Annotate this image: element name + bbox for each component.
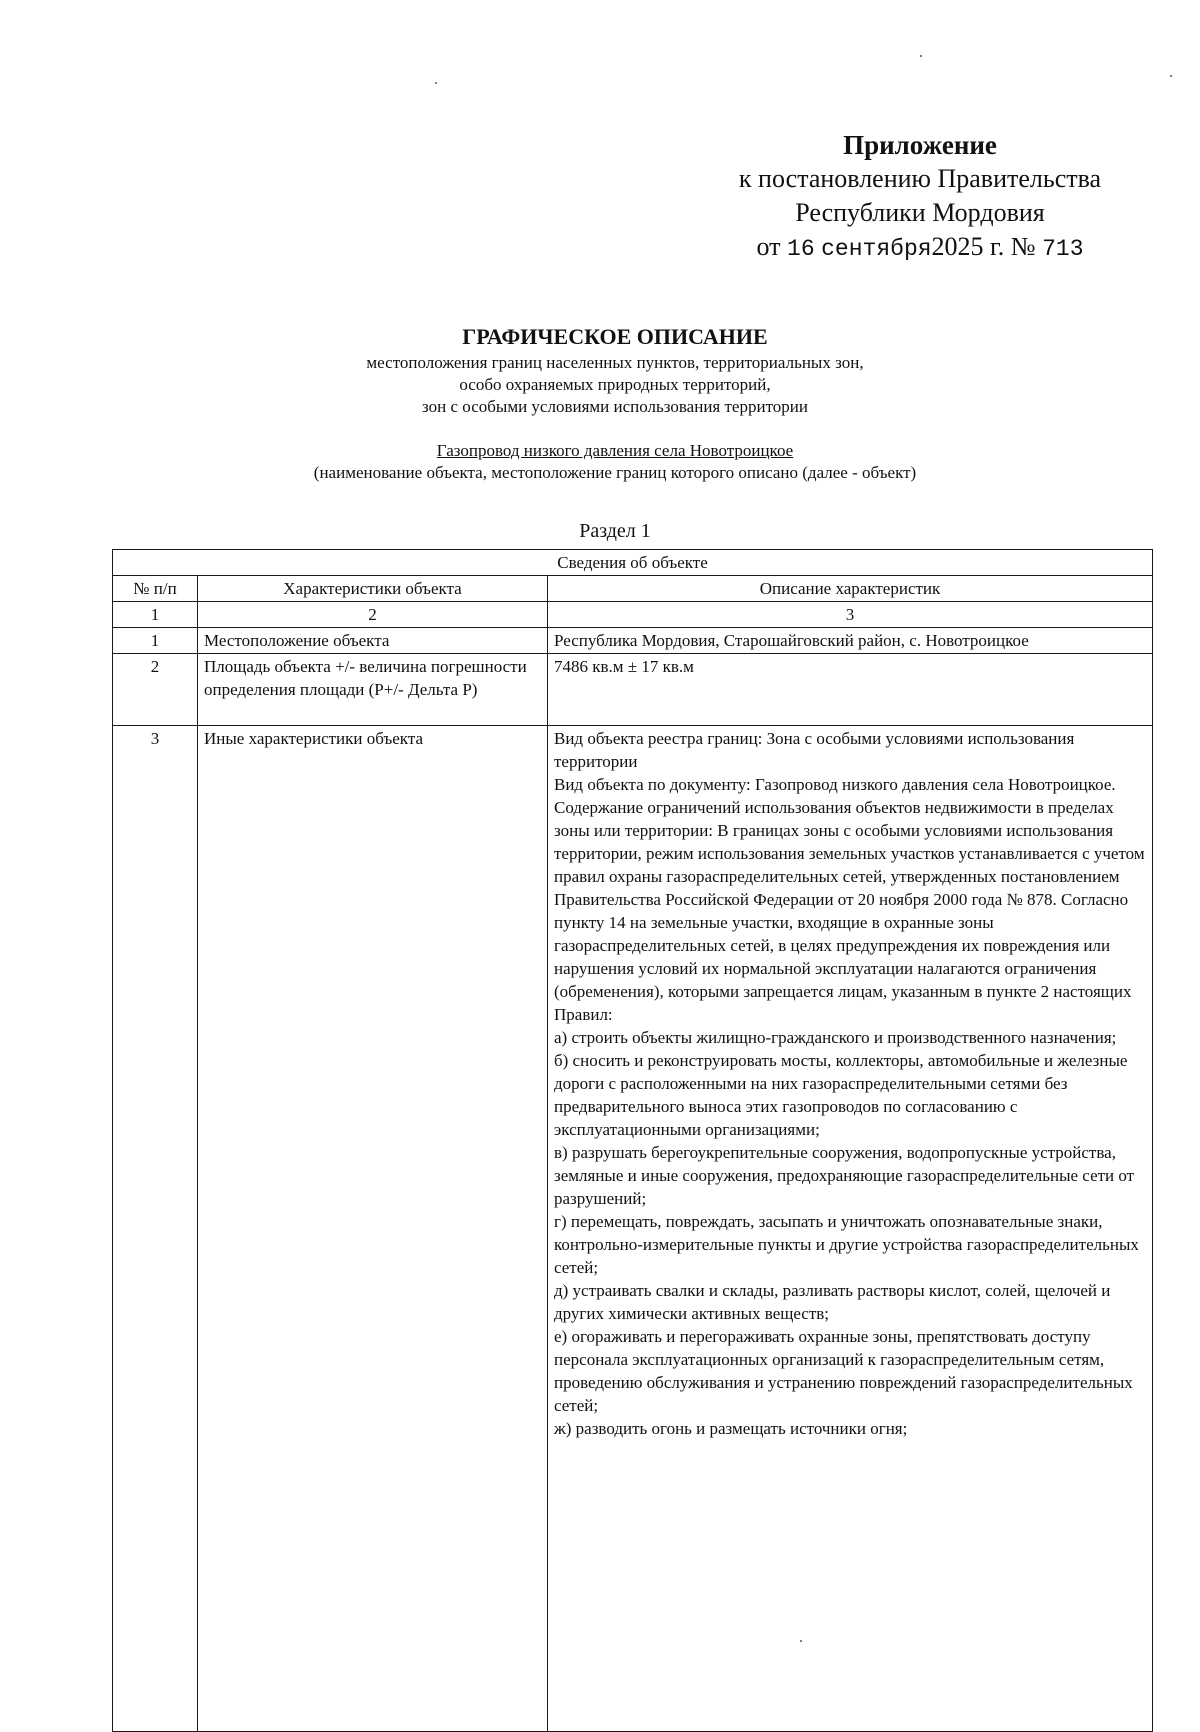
description-paragraph: б) сносить и реконструировать мосты, коллекторы, автомобильные и железные дороги с расположенными на них газораспределительными сетями без предварительного выноса этих газопроводов по согласованию с эксплуатационными организациями; [554, 1051, 1128, 1139]
header-number: № п/п [113, 576, 198, 602]
scan-speck [800, 1640, 802, 1642]
table-caption: Сведения об объекте [113, 550, 1153, 576]
table-row [113, 726, 1153, 1732]
header-description: Описание характеристик [548, 576, 1153, 602]
subtitle-line-2: особо охраняемых природных территорий, [459, 375, 771, 394]
column-number-2: 2 [198, 602, 548, 628]
subtitle-line-3: зон с особыми условиями использования территории [422, 397, 808, 416]
description-paragraph: Содержание ограничений использования объектов недвижимости в пределах зоны или территории: В границах зоны с особыми условиями использования территории, режим использования земельных участков устанавливается с учетом правил охраны газораспределительных сетей, утвержденных постановлением Правительства Российской Федерации от 20 ноября 2000 года № 878. Согласно пункту 14 на земельные участки, входящие в охранные зоны газораспределительных сетей, в целях предупреждения их повреждения или нарушения условий их нормальной эксплуатации налагаются ограничения (обременения), которыми запрещается лицам, указанным в пункте 2 настоящих Правил: [554, 798, 1145, 1024]
appendix-line-2: Республики Мордовия [795, 198, 1045, 227]
appendix-date [700, 230, 1140, 266]
section-label: Раздел 1 [579, 520, 651, 542]
description-paragraph: ж) разводить огонь и размещать источники огня; [554, 1419, 908, 1438]
subtitle-line-1: местоположения границ населенных пунктов, территориальных зон, [366, 353, 864, 372]
description-paragraph: а) строить объекты жилищно-гражданского и производственного назначения; [554, 1028, 1117, 1047]
description-paragraph: д) устраивать свалки и склады, разливать растворы кислот, солей, щелочей и других химически активных веществ; [554, 1281, 1111, 1323]
row-number: 3 [113, 726, 198, 1732]
table-column-numbers-row [113, 602, 1153, 628]
table-row [113, 654, 1153, 726]
row-number: 2 [113, 654, 198, 726]
column-number-1: 1 [113, 602, 198, 628]
scan-speck [435, 82, 437, 84]
scan-speck [1170, 75, 1172, 77]
date-day: 16 [787, 236, 815, 262]
row-description: 7486 кв.м ± 17 кв.м [548, 654, 1153, 726]
description-paragraph: Вид объекта реестра границ: Зона с особыми условиями использования территории [554, 729, 1075, 771]
row-number: 1 [113, 628, 198, 654]
object-caption: (наименование объекта, местоположение границ которого описано (далее - объект) [313, 463, 917, 482]
description-paragraph: е) огораживать и перегораживать охранные зоны, препятствовать доступу персонала эксплуатационных организаций к газораспределительным сетям, проведению обслуживания и устранению повреждений газораспределительных сетей; [554, 1327, 1133, 1415]
appendix-line-1: к постановлению Правительства [738, 164, 1102, 193]
row-description-other [548, 726, 1153, 1732]
decree-number: 713 [1042, 236, 1084, 262]
scan-speck [920, 55, 922, 57]
header-characteristic: Характеристики объекта [198, 576, 548, 602]
date-prefix: от [756, 232, 781, 261]
appendix-title: Приложение [843, 130, 997, 160]
description-paragraph: г) перемещать, повреждать, засыпать и уничтожать опознавательные знаки, контрольно-измерительные пункты и другие устройства газораспределительных сетей; [554, 1212, 1139, 1277]
row-description: Республика Мордовия, Старошайговский район, с. Новотроицкое [548, 628, 1153, 654]
document-title: ГРАФИЧЕСКОЕ ОПИСАНИЕ [462, 324, 768, 349]
table-row [113, 628, 1153, 654]
document-heading [200, 322, 1030, 484]
row-characteristic: Иные характеристики объекта [198, 726, 548, 1732]
description-paragraph: Вид объекта по документу: Газопровод низкого давления села Новотроицкое. [554, 775, 1116, 794]
column-number-3: 3 [548, 602, 1153, 628]
date-month: сентября [821, 236, 932, 262]
description-paragraph: в) разрушать берегоукрепительные сооружения, водопропускные устройства, земляные и иные сооружения, предохраняющие газораспределительные сети от разрушений; [554, 1143, 1135, 1208]
object-info-table [112, 549, 1153, 1732]
appendix-block [700, 128, 1140, 266]
row-characteristic: Площадь объекта +/- величина погрешности определения площади (P+/- Дельта P) [198, 654, 548, 726]
date-year: 2025 г. № [931, 232, 1036, 261]
object-name: Газопровод низкого давления села Новотроицкое [436, 441, 794, 460]
row-characteristic: Местоположение объекта [198, 628, 548, 654]
table-header-row [113, 576, 1153, 602]
